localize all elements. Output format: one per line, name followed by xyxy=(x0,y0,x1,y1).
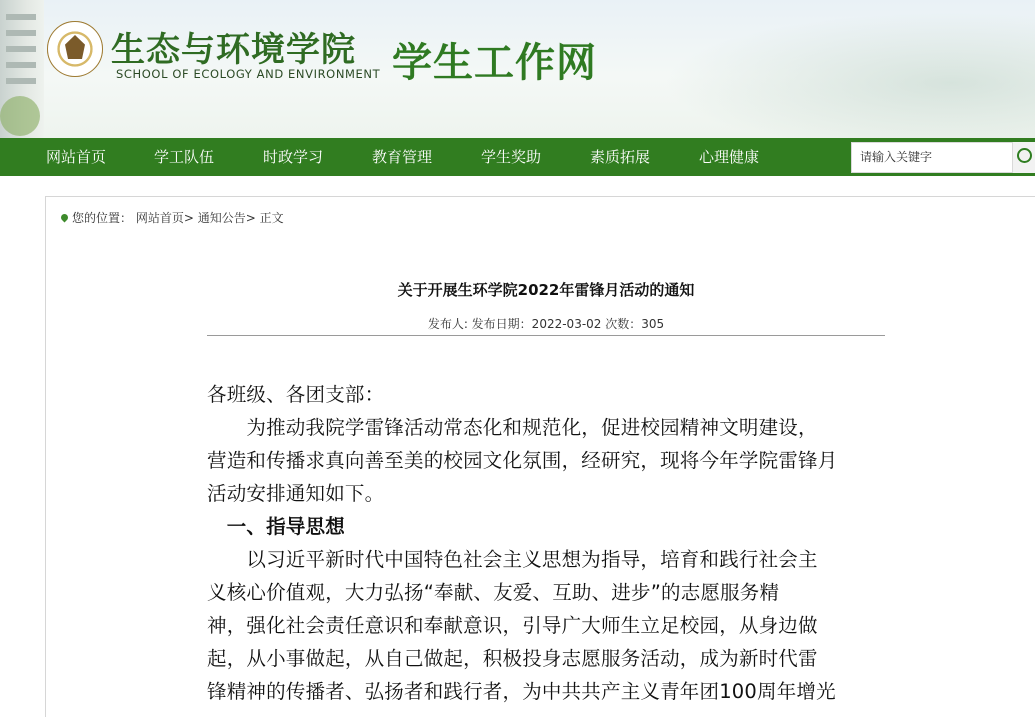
breadcrumb-notices[interactable]: 通知公告 xyxy=(197,211,246,225)
article-meta: 发布人: 发布日期：2022-03-02 次数：305 xyxy=(427,317,665,331)
site-header xyxy=(0,0,1035,138)
breadcrumb-current: 正文 xyxy=(259,211,284,225)
article-title: 关于开展生环学院2022年雷锋月活动的通知 xyxy=(397,281,695,299)
article-heading: 一、指导思想 xyxy=(207,515,345,538)
article-line: 为推动我院学雷锋活动常态化和规范化，促进校园精神文明建设， xyxy=(207,416,818,439)
article-line: 义核心价值观，大力弘扬“奉献、友爱、互助、进步”的志愿服务精 xyxy=(207,581,780,604)
article-line: 各班级、各团支部： xyxy=(207,383,385,406)
article-line: 神，强化社会责任意识和奉献意识，引导广大师生立足校园，从身边做 xyxy=(207,614,818,637)
university-logo-icon[interactable] xyxy=(47,21,103,77)
location-pin-icon xyxy=(60,213,70,223)
title-divider xyxy=(207,335,885,336)
site-subtitle: 学生工作网 xyxy=(392,40,597,86)
article-line: 营造和传播求真向善至美的校园文化氛围，经研究，现将今年学院雷锋月 xyxy=(207,449,838,472)
article-line: 以习近平新时代中国特色社会主义思想为指导，培育和践行社会主 xyxy=(207,548,818,571)
search-input[interactable]: 请输入关键字 xyxy=(851,142,1013,173)
nav-item-staff[interactable]: 学工队伍 xyxy=(154,148,215,166)
header-background xyxy=(615,0,1035,138)
nav-item-home[interactable]: 网站首页 xyxy=(46,148,107,166)
site-name-cn[interactable]: 生态与环境学院 xyxy=(111,30,356,70)
article-line: 活动安排通知如下。 xyxy=(207,482,385,505)
nav-item-development[interactable]: 素质拓展 xyxy=(590,148,651,166)
site-name-en: SCHOOL OF ECOLOGY AND ENVIRONMENT xyxy=(116,67,381,81)
nav-item-health[interactable]: 心理健康 xyxy=(699,148,760,166)
nav-item-awards[interactable]: 学生奖助 xyxy=(481,148,542,166)
article-line: 锋精神的传播者、弘扬者和践行者，为中共共产主义青年团100周年增光 xyxy=(207,680,836,703)
building-illustration xyxy=(0,0,44,138)
nav-item-politics[interactable]: 时政学习 xyxy=(263,148,324,166)
search-button[interactable] xyxy=(1013,142,1035,173)
breadcrumb: 您的位置： 网站首页> 通知公告> 正文 xyxy=(61,209,284,226)
nav-item-education[interactable]: 教育管理 xyxy=(372,148,433,166)
breadcrumb-prefix: 您的位置： xyxy=(72,211,133,225)
article-line: 起，从小事做起，从自己做起，积极投身志愿服务活动，成为新时代雷 xyxy=(207,647,818,670)
breadcrumb-home[interactable]: 网站首页 xyxy=(135,211,184,225)
search-icon xyxy=(1017,148,1032,163)
